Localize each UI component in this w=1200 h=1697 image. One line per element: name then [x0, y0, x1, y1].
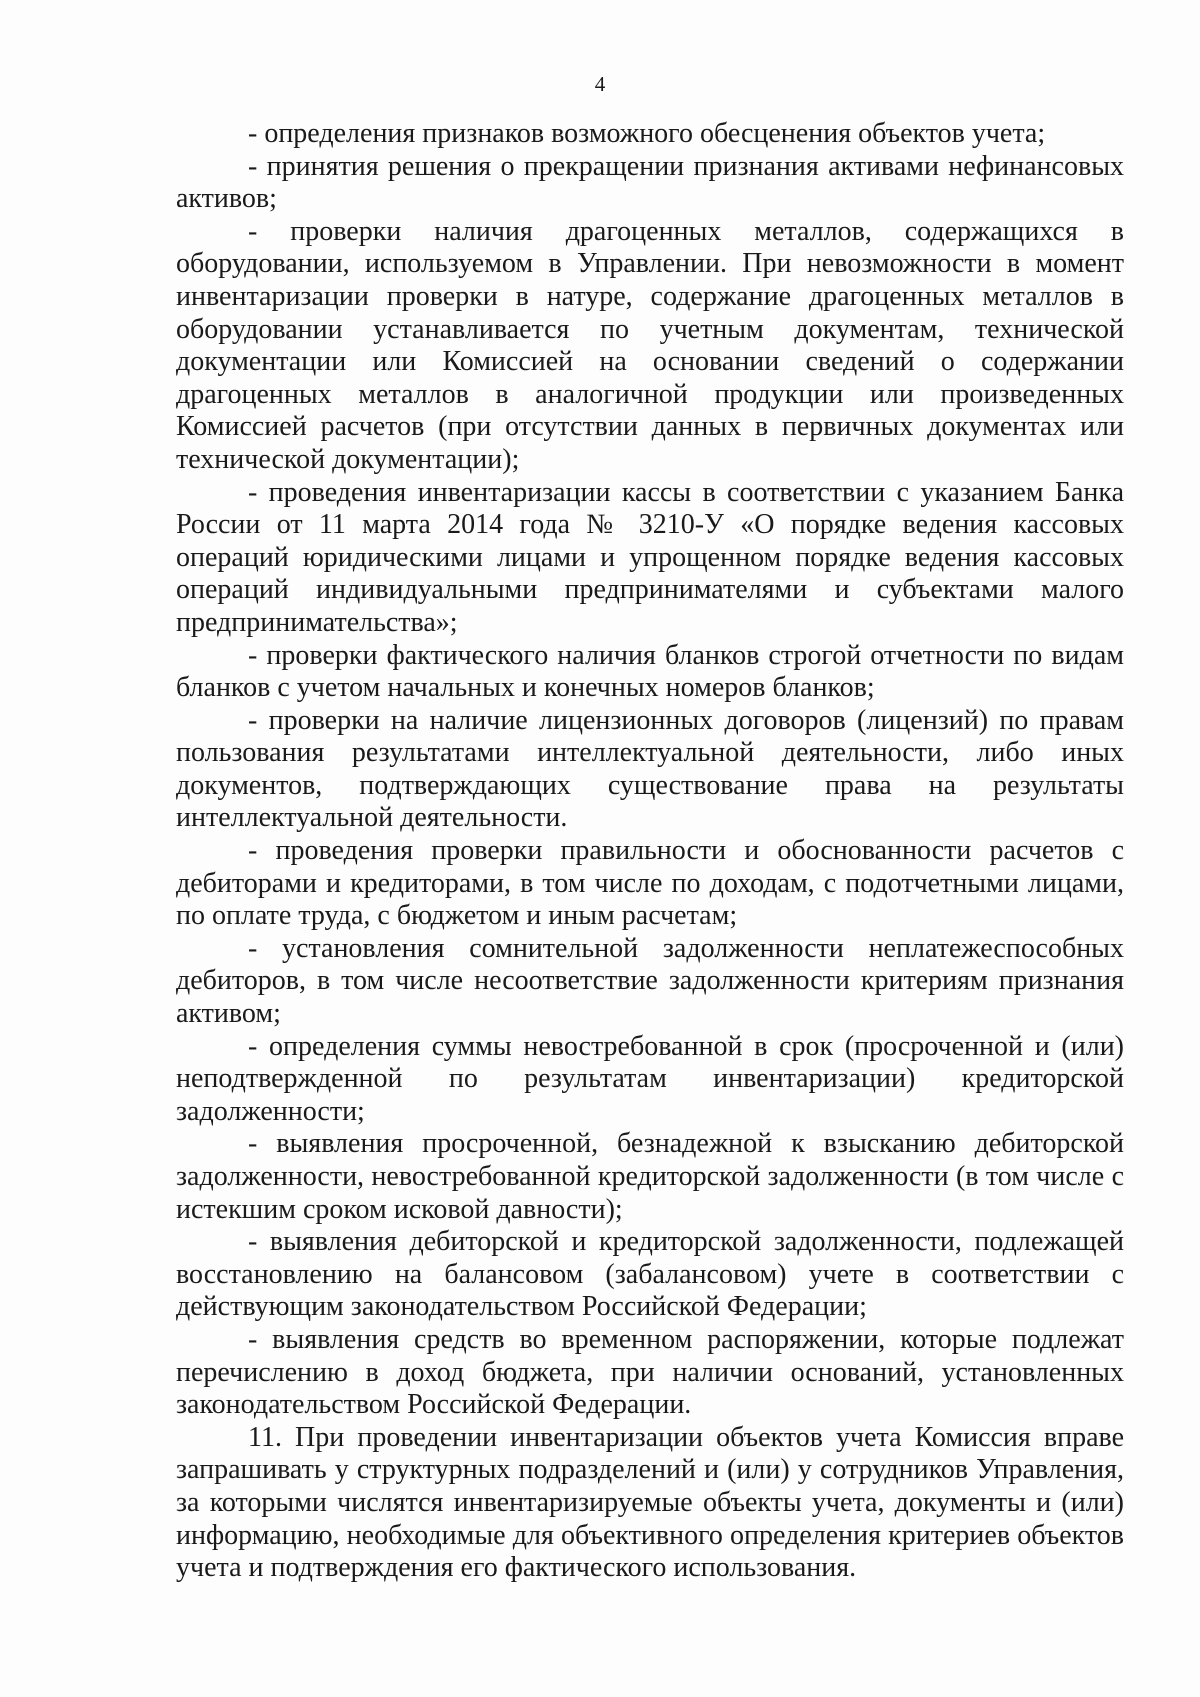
paragraph-item-11: 11. При проведении инвентаризации объектов учета Комиссия вправе запрашивать у структурных подразделений и (или) у сотрудников Управления, за которыми числятся инвентаризируемые объекты учета, документы и (или) информацию, необходимые для объективного определения критериев объектов учета и подтверждения его фактического использования.: [176, 1421, 1124, 1584]
paragraph-cash-inventory: - проведения инвентаризации кассы в соответствии с указанием Банка России от 11 марта 2014 года № 3210-У «О порядке ведения кассовых операций юридическими лицами и упрощенном порядке ведения кассовых операций индивидуальными предпринимателями и субъектами малого предпринимательства»;: [176, 476, 1124, 638]
paragraph-license-agreements: - проверки на наличие лицензионных договоров (лицензий) по правам пользования результатами интеллектуальной деятельности, либо иных документов, подтверждающих существование права на результаты интеллектуальной деятельности.: [176, 704, 1124, 834]
paragraph-overdue-receivables: - выявления просроченной, безнадежной к взысканию дебиторской задолженности, невостребованной кредиторской задолженности (в том числе с истекшим сроком исковой давности);: [176, 1128, 1124, 1225]
paragraph-restorable-debt: - выявления дебиторской и кредиторской задолженности, подлежащей восстановлению на балансовом (забалансовом) учете в соответствии с действующим законодательством Российской Федерации;: [176, 1226, 1124, 1323]
paragraph-doubtful-debt: - установления сомнительной задолженности неплатежеспособных дебиторов, в том числе несоответствие задолженности критериям признания активом;: [176, 932, 1124, 1030]
page-number: 4: [594, 72, 606, 96]
paragraph-unclaimed-payables: - определения суммы невостребованной в срок (просроченной и (или) неподтвержденной по результатам инвентаризации) кредиторской задолженности;: [176, 1030, 1124, 1127]
paragraph-impairment-signs: - определения признаков возможного обесценения объектов учета;: [248, 118, 1046, 149]
paragraph-derecognition: - принятия решения о прекращении признания активами нефинансовых активов;: [176, 150, 1124, 215]
paragraph-strict-forms: - проверки фактического наличия бланков строгой отчетности по видам бланков с учетом начальных и конечных номеров бланков;: [176, 639, 1124, 704]
document-body: [176, 118, 1124, 1585]
paragraph-settlements-check: - проведения проверки правильности и обоснованности расчетов с дебиторами и кредиторами, в том числе по доходам, с подотчетными лицами, по оплате труда, с бюджетом и иным расчетам;: [176, 835, 1124, 932]
paragraph-temporary-funds: - выявления средств во временном распоряжении, которые подлежат перечислению в доход бюджета, при наличии оснований, установленных законодательством Российской Федерации.: [176, 1323, 1124, 1421]
paragraph-precious-metals: - проверки наличия драгоценных металлов, содержащихся в оборудовании, используемом в Управлении. При невозможности в момент инвентаризации проверки в натуре, содержание драгоценных металлов в оборудовании устанавливается по учетным документам, технической документации или Комиссией на основании сведений о содержании драгоценных металлов в аналогичной продукции или произведенных Комиссией расчетов (при отсутствии данных в первичных документах или технической документации);: [176, 215, 1124, 475]
